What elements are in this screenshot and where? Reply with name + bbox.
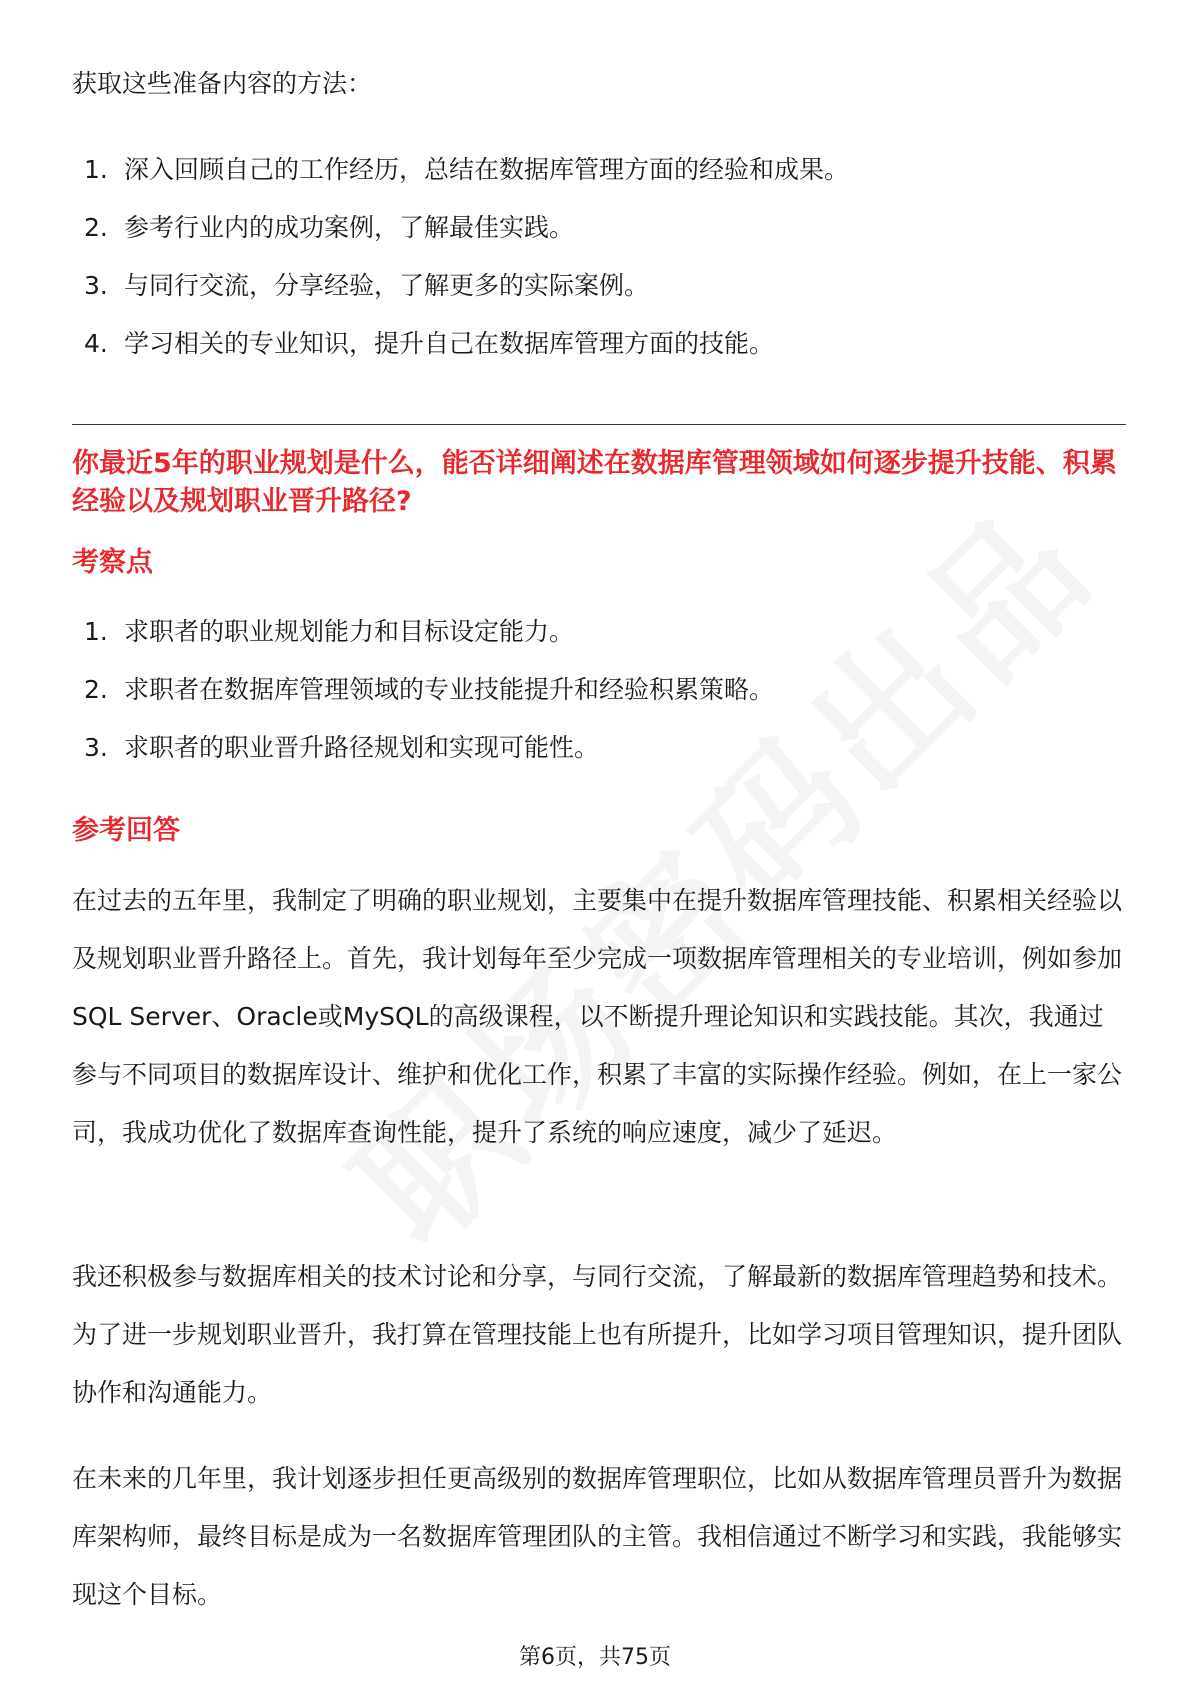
page-footer: 第6页，共75页 xyxy=(519,1645,671,1670)
list-number: 2. xyxy=(84,213,108,242)
list-number: 3. xyxy=(84,733,108,762)
list-item xyxy=(84,199,849,257)
section-divider xyxy=(72,424,1126,425)
list-number: 2. xyxy=(84,675,108,704)
list-number: 1. xyxy=(84,617,108,646)
list-item xyxy=(84,661,774,719)
list-text: 学习相关的专业知识，提升自己在数据库管理方面的技能。 xyxy=(124,329,775,358)
assess-heading: 考察点 xyxy=(72,547,153,578)
list-text: 深入回顾自己的工作经历，总结在数据库管理方面的经验和成果。 xyxy=(124,155,850,184)
answer-heading: 参考回答 xyxy=(72,815,180,846)
methods-intro: 获取这些准备内容的方法： xyxy=(72,69,373,98)
list-number: 3. xyxy=(84,271,108,300)
list-item xyxy=(84,719,774,777)
answer-paragraph: 我还积极参与数据库相关的技术讨论和分享，与同行交流，了解最新的数据库管理趋势和技术。为了进一步规划职业晋升，我打算在管理技能上也有所提升，比如学习项目管理知识，提升团队协作和沟通能力。 xyxy=(72,1262,1123,1407)
list-item xyxy=(84,315,849,373)
list-item xyxy=(84,257,849,315)
list-text: 求职者的职业晋升路径规划和实现可能性。 xyxy=(124,733,600,762)
list-text: 求职者的职业规划能力和目标设定能力。 xyxy=(124,617,575,646)
list-item xyxy=(84,603,774,661)
methods-list xyxy=(84,141,849,373)
list-number: 1. xyxy=(84,155,108,184)
question-heading: 你最近5年的职业规划是什么，能否详细阐述在数据库管理领域如何逐步提升技能、积累经验以及规划职业晋升路径? xyxy=(72,448,1117,517)
list-text: 求职者在数据库管理领域的专业技能提升和经验积累策略。 xyxy=(124,675,775,704)
answer-paragraph: 在过去的五年里，我制定了明确的职业规划，主要集中在提升数据库管理技能、积累相关经验以及规划职业晋升路径上。首先，我计划每年至少完成一项数据库管理相关的专业培训，例如参加SQL Server、Oracle或MySQL的高级课程，以不断提升理论知识和实践技能。其次，我通过参与不同项目的数据库设计、维护和优化工作，积累了丰富的实际操作经验。例如，在上一家公司，我成功优化了数据库查询性能，提升了系统的响应速度，减少了延迟。 xyxy=(72,886,1123,1147)
list-text: 与同行交流，分享经验，了解更多的实际案例。 xyxy=(124,271,650,300)
answer-paragraph: 在未来的几年里，我计划逐步担任更高级别的数据库管理职位，比如从数据库管理员晋升为数据库架构师，最终目标是成为一名数据库管理团队的主管。我相信通过不断学习和实践，我能够实现这个目标。 xyxy=(72,1464,1123,1609)
list-number: 4. xyxy=(84,329,108,358)
list-text: 参考行业内的成功案例，了解最佳实践。 xyxy=(124,213,575,242)
list-item xyxy=(84,141,849,199)
assess-list xyxy=(84,603,774,777)
